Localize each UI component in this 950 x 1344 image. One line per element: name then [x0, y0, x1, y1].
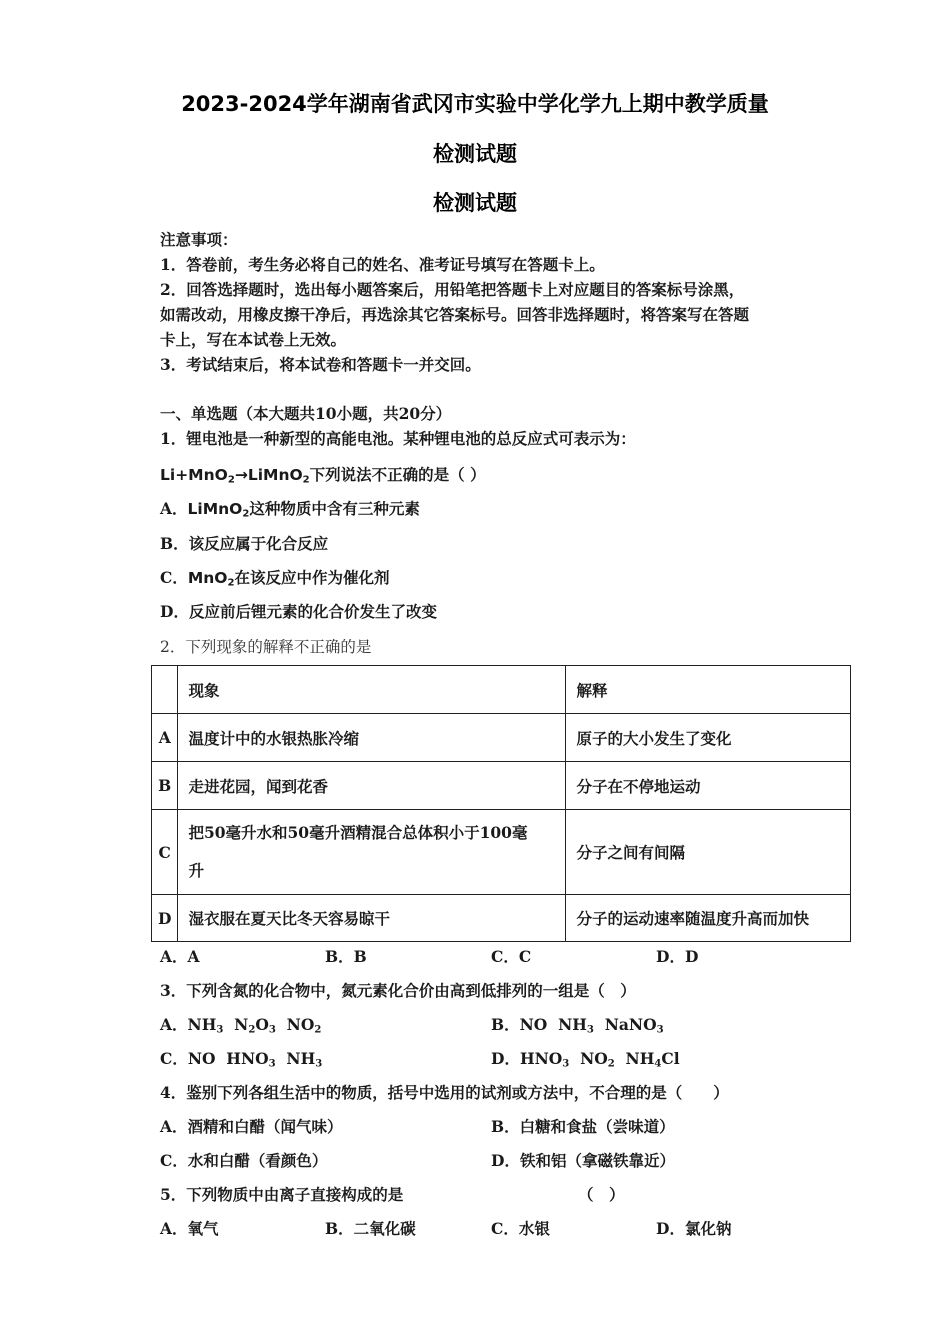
exam-title-line1: 2023-2024学年湖南省武冈市实验中学化学九上期中教学质量: [181, 92, 769, 116]
q3-stem: 3．下列含氮的化合物中，氮元素化合价由高到低排列的一组是（ ）: [160, 981, 636, 1000]
q1-eq-sub-b: 2: [302, 474, 310, 486]
q2-table-header-row: [152, 666, 851, 714]
q1-equation: [160, 463, 486, 485]
q4-option-a: A．酒精和白醋（闻气味）: [160, 1117, 343, 1136]
q3-d-sub: 2: [607, 1058, 615, 1070]
exam-title-line3: 检测试题: [433, 191, 517, 215]
q2-header-phenomenon: 现象: [178, 666, 566, 714]
q1-eq-question: 下列说法不正确的是（ ）: [309, 465, 486, 484]
table-row: [152, 714, 851, 762]
q1-option-b: B．该反应属于化合反应: [160, 534, 329, 553]
exam-title-line2: 检测试题: [433, 142, 517, 166]
q1-option-a-text: 这种物质中含有三种元素: [249, 499, 420, 518]
q3-a-sub: 2: [314, 1024, 322, 1036]
q3-a-sub: 2: [248, 1024, 256, 1036]
q4-option-b: B．白糖和食盐（尝味道）: [491, 1117, 675, 1136]
q2-row-label: A: [152, 714, 178, 762]
q3-a-sub: 3: [216, 1024, 224, 1036]
notice-item-2-line2: 如需改动，用橡皮擦干净后，再选涂其它答案标号。回答非选择题时，将答案写在答题: [160, 305, 750, 324]
table-row: [152, 762, 851, 810]
q4-stem: 4．鉴别下列各组生活中的物质，括号中选用的试剂或方法中，不合理的是（ ）: [160, 1083, 729, 1102]
q2-row-phenomenon: 走进花园，闻到花香: [178, 762, 566, 810]
q2-row-explanation: 分子之间有间隔: [566, 810, 851, 895]
q2-row-explanation: 分子的运动速率随温度升高而加快: [566, 895, 851, 942]
q1-option-c-sub: 2: [227, 577, 235, 589]
notice-heading: 注意事项：: [160, 230, 238, 249]
notice-item-2-line1: 2．回答选择题时，选出每小题答案后，用铅笔把答题卡上对应题目的答案标号涂黑，: [160, 280, 745, 299]
q3-c-part: NH: [275, 1049, 316, 1068]
q3-b-sub: 3: [586, 1024, 594, 1036]
notice-item-1: 1．答卷前，考生务必将自己的姓名、准考证号填写在答题卡上。: [160, 255, 605, 274]
q3-c-sub: 3: [268, 1058, 276, 1070]
q3-a-part: N: [223, 1015, 249, 1034]
q1-option-c: [160, 566, 390, 588]
q2-table: [151, 665, 851, 942]
q2-stem: 2．下列现象的解释不正确的是: [160, 638, 372, 656]
q2-row-phenomenon-line2: 升: [188, 861, 204, 880]
q5-option-d: D．氯化钠: [656, 1219, 732, 1238]
q3-a-sub: 3: [268, 1024, 276, 1036]
q3-d-part: NH: [614, 1049, 655, 1068]
q4-option-c: C．水和白醋（看颜色）: [160, 1151, 328, 1170]
q3-d-sub: 3: [562, 1058, 570, 1070]
q3-d-sub: 4: [654, 1058, 662, 1070]
q3-a-part: NO: [275, 1015, 315, 1034]
notice-item-3: 3．考试结束后，将本试卷和答题卡一并交回。: [160, 355, 481, 374]
q5-answer-paren: （ ）: [578, 1185, 625, 1204]
section-1-heading: 一、单选题（本大题共10小题，共20分）: [160, 404, 452, 423]
q4-option-d: D．铁和铝（拿磁铁靠近）: [491, 1151, 675, 1170]
table-row: [152, 810, 851, 895]
q1-eq-reactants: Li+MnO: [160, 466, 228, 484]
q3-option-a: [160, 1013, 321, 1035]
q3-d-part: Cl: [661, 1049, 680, 1068]
q2-row-label: C: [152, 810, 178, 895]
q1-eq-arrow: →: [234, 466, 248, 484]
q3-b-sub: 3: [656, 1024, 664, 1036]
q2-row-explanation: 分子在不停地运动: [566, 762, 851, 810]
q2-row-phenomenon: [178, 810, 566, 895]
q3-option-c: [160, 1047, 322, 1069]
q2-row-explanation: 原子的大小发生了变化: [566, 714, 851, 762]
notice-item-2-line3: 卡上，写在本试卷上无效。: [160, 330, 347, 349]
q5-option-c: C．水银: [491, 1219, 550, 1238]
q1-option-c-formula: MnO: [187, 569, 228, 587]
q1-option-a-sub: 2: [242, 508, 250, 520]
q3-d-part: NO: [569, 1049, 608, 1068]
q5-option-b: B．二氧化碳: [325, 1219, 416, 1238]
q1-option-d: D．反应前后锂元素的化合价发生了改变: [160, 602, 437, 621]
q1-eq-product: LiMnO: [247, 466, 303, 484]
q2-row-label: D: [152, 895, 178, 942]
q2-table-corner: [152, 666, 178, 714]
q3-a-part: A．NH: [160, 1015, 217, 1034]
q3-b-part: B．NO NH: [491, 1015, 587, 1034]
q1-option-a-formula: LiMnO: [187, 500, 243, 518]
q2-row-phenomenon: 温度计中的水银热胀冷缩: [178, 714, 566, 762]
q2-row-phenomenon-line1: 把50毫升水和50毫升酒精混合总体积小于100毫: [188, 823, 528, 842]
q2-option-b: B．B: [325, 947, 367, 966]
q3-b-part: NaNO: [593, 1015, 657, 1034]
q1-option-c-text: 在该反应中作为催化剂: [234, 568, 390, 587]
q2-header-explanation: 解释: [566, 666, 851, 714]
q1-eq-sub-a: 2: [227, 474, 235, 486]
q3-d-part: D．HNO: [491, 1049, 563, 1068]
q1-option-c-letter: C．: [160, 568, 188, 587]
q5-option-a: A．氧气: [160, 1219, 219, 1238]
q2-option-a: A．A: [160, 947, 200, 966]
q3-a-part: O: [255, 1015, 269, 1034]
q1-option-a: [160, 497, 420, 519]
q2-option-d: D．D: [656, 947, 699, 966]
q5-stem: 5．下列物质中由离子直接构成的是: [160, 1185, 404, 1204]
q3-c-part: C．NO HNO: [160, 1049, 269, 1068]
q1-option-a-letter: A．: [160, 499, 188, 518]
q1-stem: 1．锂电池是一种新型的高能电池。某种锂电池的总反应式可表示为：: [160, 429, 636, 448]
q2-option-c: C．C: [491, 947, 532, 966]
table-row: [152, 895, 851, 942]
q2-row-phenomenon: 湿衣服在夏天比冬天容易晾干: [178, 895, 566, 942]
q3-option-d: [491, 1047, 680, 1069]
q3-option-b: [491, 1013, 664, 1035]
q3-c-sub: 3: [315, 1058, 323, 1070]
q2-row-label: B: [152, 762, 178, 810]
